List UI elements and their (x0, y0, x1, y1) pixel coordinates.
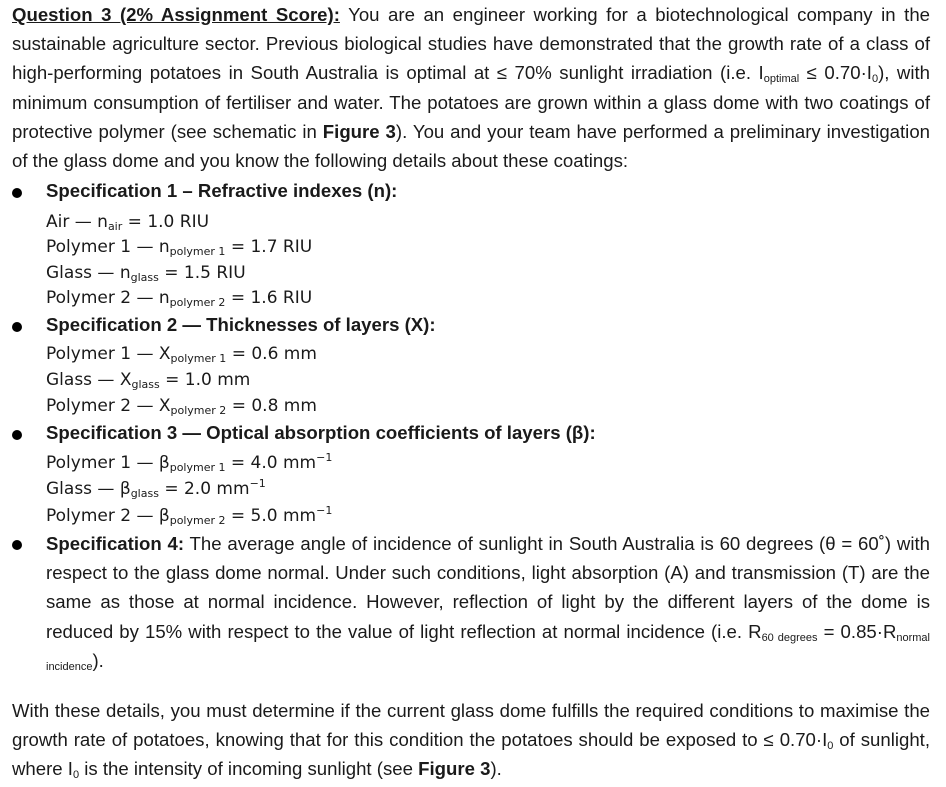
bullet-icon (12, 188, 22, 198)
bullet-icon (12, 540, 22, 550)
spec3-row: Polymer 1 — $\beta_{polymer 1} = 4.0$ $mm^{-1}$ (46, 451, 333, 474)
closing-paragraph: With these details, you must determine if the current glass dome fulfills the required conditions to maximise the growth rate of potatoes, knowing that for this condition the potatoes should be exposed to ≤ $0.70\cdot I_0$ of sunlight, where $I_0$ is the intensity of incoming sunlight (see Figure 3). (12, 700, 930, 782)
intro-text: You are an engineer working for a biotechnological company in the sustainable agriculture sector. Previous biological studies have demonstrated that the growth rate of a class of high-performing potatoes in South Australia is optimal at ≤ 70% sunlight irradiation (i.e. I (12, 4, 930, 84)
spec3-row: Glass — $\beta_{glass} = 2.0$ $mm^{-1}$ (46, 477, 266, 500)
spec1-row: Air — $n_{air} = 1.0$ RIU (46, 212, 210, 233)
spec1-row: Glass — $n_{glass} = 1.5$ RIU (46, 263, 246, 284)
intro-text: ). You and your team have performed a preliminary investigation of the glass dome and you know the following details about these coatings: (12, 120, 930, 172)
spec1-row: Polymer 1 — $n_{polymer 1} = 1.7$ RIU (46, 237, 313, 258)
figure-reference: Figure 3 (418, 758, 491, 780)
spec1-title: Specification 1 – Refractive indexes (n): (46, 180, 398, 201)
spec2-row: Glass — $X_{glass} = 1.0$ mm (46, 370, 251, 391)
spec2-row: Polymer 2 — $X_{polymer 2} = 0.8$ mm (46, 396, 317, 417)
spec1-row: Polymer 2 — $n_{polymer 2} = 1.6$ RIU (46, 288, 313, 309)
bullet-icon (12, 430, 22, 440)
spec3-title: Specification 3 — Optical absorption coefficients of layers (β): (46, 422, 596, 443)
subscript: 0 (871, 73, 879, 86)
spec3-row: Polymer 2 — $\beta_{polymer 2} = 5.0$ $mm^{-1}$ (46, 504, 333, 527)
spec2-row: Polymer 1 — $X_{polymer 1} = 0.6$ mm (46, 344, 317, 365)
intro-text: ≤ 0.70·I (799, 62, 872, 84)
spec2-title: Specification 2 — Thicknesses of layers (X): (46, 314, 436, 335)
intro-text: ), with minimum consumption of fertiliser and water. The potatoes are grown within a glass dome with two coatings of protective polymer (see schematic in (12, 62, 930, 142)
bullet-icon (12, 322, 22, 332)
figure-reference: Figure 3 (322, 120, 396, 142)
spec4-title: Specification 4: (46, 533, 185, 554)
intro-paragraph (12, 0, 930, 175)
subscript: optimal (763, 73, 800, 86)
question-heading: Question 3 (2% Assignment Score): (12, 4, 340, 25)
spec4-text: Specification 4: The average angle of incidence of sunlight in South Australia is 60 degrees (θ = 60˚) with respect to the glass dome normal. Under such conditions, light absorption (A) and transmission (T) are the same as those at normal incidence. However, reflection of light by the different layers of the dome is reduced by 15% with respect to the value of light reflection at normal incidence (i.e. $R_{60 degrees} = 0.85\cdot R_{normal incidence}$). (46, 533, 930, 673)
